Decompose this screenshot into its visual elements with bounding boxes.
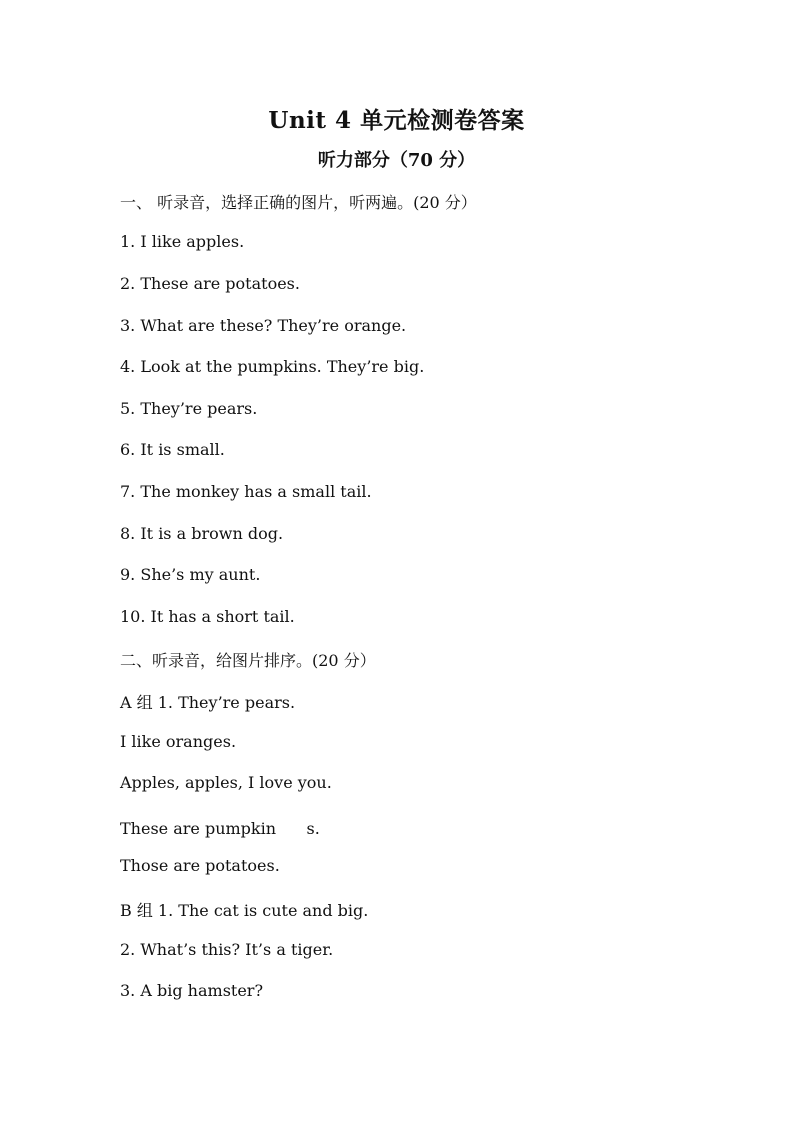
section-1-item: 5. They’re pears.	[120, 399, 258, 418]
section-1-item: 8. It is a brown dog.	[120, 524, 284, 543]
section-1-item: 2. These are potatoes.	[120, 274, 300, 293]
group-b-item: B 组 1. The cat is cute and big.	[120, 901, 369, 920]
group-b-item: 2. What’s this? It’s a tiger.	[120, 940, 334, 959]
section-1-item: 9. She’s my aunt.	[120, 565, 261, 584]
section-1-item: 10. It has a short tail.	[120, 607, 295, 626]
group-a-item: These are pumpkin s.	[120, 819, 320, 838]
group-a-item: Apples, apples, I love you.	[120, 773, 332, 792]
group-a-item: A 组 1. They’re pears.	[120, 693, 296, 712]
section-2-heading: 二、听录音，给图片排序。(20 分）	[120, 651, 376, 670]
section-1-item: 3. What are these? They’re orange.	[120, 316, 407, 335]
page-title: Unit 4 单元检测卷答案	[268, 107, 525, 134]
group-a-item: I like oranges.	[120, 732, 237, 751]
section-1-heading: 一、 听录音，选择正确的图片，听两遍。(20 分）	[120, 193, 477, 212]
group-a-item: Those are potatoes.	[120, 856, 280, 875]
section-1-item: 4. Look at the pumpkins. They’re big.	[120, 357, 425, 376]
section-1-item: 7. The monkey has a small tail.	[120, 482, 372, 501]
group-b-item: 3. A big hamster?	[120, 981, 264, 1000]
page-subtitle: 听力部分（70 分）	[317, 150, 476, 171]
section-1-item: 1. I like apples.	[120, 232, 245, 251]
section-1-item: 6. It is small.	[120, 440, 225, 459]
